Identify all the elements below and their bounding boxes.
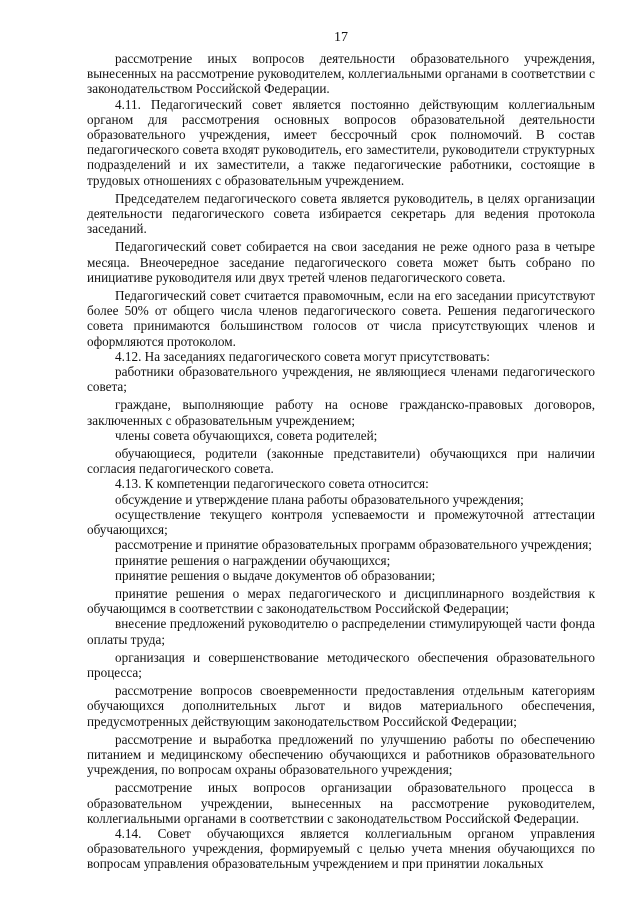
list-item-councils: члены совета обучающихся, совета родителей; bbox=[115, 427, 378, 443]
list-item-progress-control: осуществление текущего контроля успеваемости и промежуточной аттестации обучающихся; bbox=[87, 506, 595, 538]
paragraph-meetings: Педагогический совет собирается на свои заседания не реже одного раза в четыре месяца. Внеочередное заседание педагогического совета может быть собрано по инициативе руководителя или двух третей членов педагогического совета. bbox=[87, 239, 595, 285]
document-page bbox=[87, 30, 595, 872]
list-item-work-plan: обсуждение и утверждение плана работы образовательного учреждения; bbox=[115, 491, 524, 507]
list-item-discipline: принятие решения о мерах педагогического и дисциплинарного воздействия к обучающимся в соответствии с законодательством Российской Федерации; bbox=[87, 585, 595, 617]
list-item-citizens: граждане, выполняющие работу на основе гражданско-правовых договоров, заключенных с образовательным учреждением; bbox=[87, 397, 595, 428]
paragraph-other-questions: рассмотрение иных вопросов деятельности образовательного учреждения, вынесенных на рассмотрение руководителем, коллегиальными органами в соответствии с законодательством Российской Федерации. bbox=[87, 51, 595, 97]
paragraph-4-13: 4.13. К компетенции педагогического совета относится: bbox=[115, 476, 429, 492]
list-item-methodical-support: организация и совершенствование методического обеспечения образовательного процесса; bbox=[87, 649, 595, 680]
paragraph-4-14: 4.14. Совет обучающихся является коллегиальным органом управления образовательного учреждения, формируемый с целью учета мнения обучающихся по вопросам управления образовательным учреждением и при принятии локальных bbox=[87, 825, 595, 872]
list-item-awards: принятие решения о награждении обучающихся; bbox=[115, 552, 391, 568]
list-item-employees: работники образовательного учреждения, не являющиеся членами педагогического совета; bbox=[87, 364, 595, 395]
paragraph-chairman: Председателем педагогического совета является руководитель, в целях организации деятельности педагогического совета избирается секретарь для ведения протокола заседаний. bbox=[87, 190, 595, 237]
paragraph-4-11: 4.11. Педагогический совет является постоянно действующим коллегиальным органом для рассмотрения основных вопросов образовательной деятельности образовательного учреждения, имеет бессрочный срок полномочий. В состав педагогического совета входят руководитель, его заместители, руководители структурных подразделений и их заместители, а также педагогические работники, состоящие в трудовых отношениях с образовательным учреждением. bbox=[87, 96, 595, 188]
list-item-documents: принятие решения о выдаче документов об образовании; bbox=[115, 567, 436, 583]
list-item-students-parents: обучающиеся, родители (законные представители) обучающихся при наличии согласия педагогического совета. bbox=[87, 446, 595, 477]
list-item-programs: рассмотрение и принятие образовательных программ образовательного учреждения; bbox=[115, 537, 592, 553]
paragraph-4-12: 4.12. На заседаниях педагогического совета могут присутствовать: bbox=[115, 348, 490, 364]
paragraph-quorum: Педагогический совет считается правомочным, если на его заседании присутствуют более 50% от общего числа членов педагогического совета. Решения педагогического совета принимаются большинством голосов от числа присутствующих членов и оформляются протоколом. bbox=[87, 288, 595, 349]
page-number: 17 bbox=[334, 30, 348, 45]
list-item-food-medical: рассмотрение и выработка предложений по улучшению работы по обеспечению питанием и медицинскому обеспечению обучающихся и работников образовательного учреждения, по вопросам охраны образовательного учреждения; bbox=[87, 731, 595, 778]
list-item-benefits: рассмотрение вопросов своевременности предоставления отдельным категориям обучающихся дополнительных льгот и видов материального обеспечения, предусмотренных действующим законодательством Российской Федерации; bbox=[87, 683, 595, 729]
list-item-incentive-fund: внесение предложений руководителю о распределении стимулирующей части фонда оплаты труда; bbox=[87, 616, 595, 647]
list-item-other-questions: рассмотрение иных вопросов организации образовательного процесса в образовательном учреждении, вынесенных на рассмотрение руководителем, коллегиальными органами в соответствии с законодательством Российской Федерации. bbox=[87, 780, 595, 826]
